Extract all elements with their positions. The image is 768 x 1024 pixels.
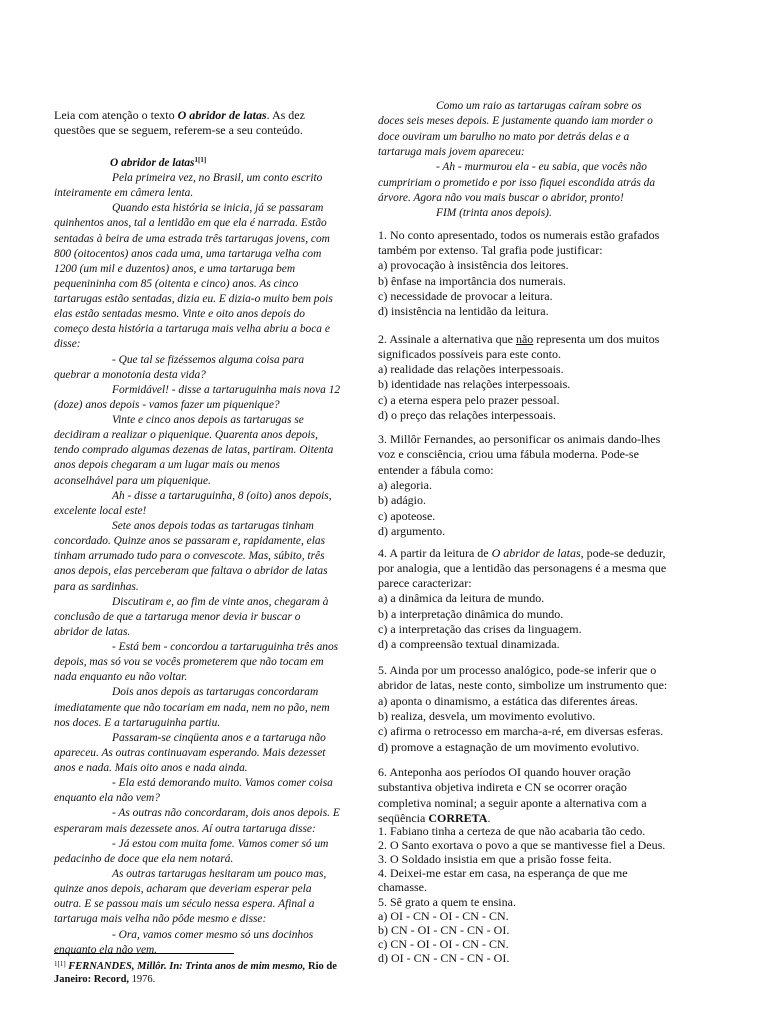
question-2-line: a) realidade das relações interpessoais. [378,362,564,377]
story-line: conclusão de que a tartaruga menor devia ir buscar o [54,610,301,623]
question-6-line: 4. Deixei-me estar em casa, na esperança de que me [378,866,628,881]
story-line: (doze) anos depois - vamos fazer um piquenique? [54,398,280,411]
story-line: - Ora, vamos comer mesmo só uns docinhos [112,928,314,941]
question-6-line: substantiva objetiva indireta e CN se ocorrer oração [378,780,627,795]
question-5-line: d) promove a estagnação de um movimento evolutivo. [378,739,640,754]
question-1-line: a) provocação à insistência dos leitores. [378,258,569,273]
question-1-line: também por extenso. Tal grafia pode justificar: [378,243,603,258]
question-2-line: significados possíveis para este conto. [378,347,561,361]
question-1-line: b) ênfase na importância dos numerais. [378,273,566,288]
continuation-line: doces seis meses depois. E justamente quando iam morder o [378,115,653,128]
story-line: Discutiram e, ao fim de vinte anos, chegaram à [112,595,329,608]
story-line: tartarugas estão sentadas, dizia eu. E dizia-o muito bem pois [54,293,333,306]
question-2-line: b) identidade nas relações interpessoais. [378,377,571,392]
story-line: - Que tal se fizéssemos alguma coisa para [112,353,305,366]
question-1-line: c) necessidade de provocar a leitura. [378,288,553,303]
question-6-line: 6. Anteponha aos períodos OI quando houver oração [378,765,631,779]
story-line: Pela primeira vez, no Brasil, um conto escrito [112,172,323,184]
story-line: - Está bem - concordou a tartaruguinha três anos [112,641,339,654]
story-line: elas estão sentadas mesmo. Vinte e oito anos depois do [54,308,305,321]
question-2-line: c) a eterna espera pelo prazer pessoal. [378,392,560,407]
question-6-line: 3. O Soldado insistia em que a prisão fosse feita. [378,852,612,867]
story-line: 1200 (um mil e duzentos) anos, e uma tartaruga bem [54,262,296,275]
story-line: pedacinho de doce que ela nem notará. [54,852,234,865]
question-3-line: d) argumento. [378,523,446,538]
question-3-line: 3. Millôr Fernandes, ao personificar os animais dando-lhes [378,432,661,446]
story-line: apareceu. As outras continuavam esperando. Mais dezesset [54,746,326,759]
continuation-line: árvore. Agora não vou mais buscar o abridor, pronto! [378,191,624,204]
story-line: anos depois chegaram a um lugar mais ou menos [54,459,280,472]
story-line: - As outras não concordaram, dois anos depois. E [112,807,340,820]
question-6-line: 2. O Santo exortava o povo a que se mantivesse fiel a Deus. [378,838,666,853]
question-2-line: 2. Assinale a alternativa que não representa um dos muitos [378,332,660,346]
story-line: As outras tartarugas hesitaram um pouco mas, [112,867,327,880]
story-line: tendo comprado algumas dezenas de latas, partiram. Oitenta [54,444,334,457]
story-line: excelente local este! [54,504,147,517]
question-6-line: b) CN - OI - CN - CN - OI. [378,922,510,937]
question-6-line: completiva nominal; a seguir aponte a alternativa com a [378,795,647,810]
story-line: quinze anos depois, acharam que deveriam esperar pela [54,883,312,896]
footnote: $^{1[1]}$ FERNANDES, Millôr. In: Trinta anos de mim mesmo, Rio de Janeiro: Record, 1976. [54,960,337,985]
continuation-line: cumpririam o prometido e por isso fiquei escondida atrás da [378,176,656,189]
story-line: Passaram-se cinqüenta anos e a tartaruga não [112,731,326,744]
story-line: tartaruga mais velha não pôde mesmo e disse: [54,913,267,926]
story-line: Dois anos depois as tartarugas concordaram [112,686,319,699]
question-6-line: 1. Fabiano tinha a certeza de que não acabaria tão cedo. [378,824,646,838]
story-line: enquanto ela não vem? [54,792,160,805]
continuation-line: FIM (trinta anos depois). [436,207,552,220]
story-line: esperaram mais dezessete anos. Aí outra tartaruga disse: [54,822,316,835]
story-line: disse: [54,338,81,351]
story-line: imediatamente que não tocariam em nada, nem no pão, nem [54,701,330,714]
intro-story-title: O abridor de latas [177,108,267,122]
story-line: decidiram a realizar o piquenique. Quarenta anos depois, [54,429,318,442]
question-3-line: c) apoteose. [378,508,436,523]
story-line: 800 (oitocentos) anos cada uma, uma tartaruga velha com [54,247,322,260]
story-line: nada enquanto eu não voltar. [54,671,188,684]
story-line: quebrar a monotonia desta vida? [54,368,206,381]
question-4-line: 4. A partir da leitura de O abridor de latas, pode-se deduzir, [378,546,666,560]
story-line: inteiramente em câmera lenta. [54,187,194,200]
story-line: anos depois, elas perceberam que faltava o abridor de latas [54,565,328,578]
story-line: anos e nada. Mais oito anos e nada ainda. [54,762,248,775]
question-4-line: b) a interpretação dinâmica do mundo. [378,606,564,621]
footnote-divider [54,953,234,954]
story-line: concordado. Quinze anos se passaram e, rapidamente, elas [54,535,326,548]
question-3-line: a) alegoria. [378,477,432,492]
question-6-line: chamasse. [378,880,427,895]
story-line: começo desta história a tartaruga mais velha abriu a boca e [54,323,330,336]
story-line: tinham arrumado tudo para o convescote. Mas, súbito, três [54,550,325,563]
story-line: outra. E se passou mais um século nessa espera. Afinal a [54,898,315,911]
question-2-line: d) o preço das relações interpessoais. [378,407,556,422]
story-line: Quando esta história se inicia, já se passaram [112,202,324,215]
question-1-line: d) insistência na lentidão da leitura. [378,304,549,318]
question-3-line: voz e consciência, criou uma fábula moderna. Pode-se [378,447,639,462]
question-6-line: d) OI - CN - CN - CN - OI. [378,950,510,965]
question-3-line: entender a fábula como: [378,462,494,477]
question-6-line: 5. Sê grato a quem te ensina. [378,894,516,909]
footnote-ref: 1[1] [194,156,207,164]
story-line: aconselhável para um piquenique. [54,474,211,487]
continuation-line: tartaruga mais jovem apareceu: [378,145,525,158]
question-4-line: por analogia, que a lentidão das personagens é a mesma que [378,561,667,575]
continuation-line: Como um raio as tartarugas caíram sobre os [436,100,642,112]
story-line: Formidável! - disse a tartaruguinha mais nova 12 [112,383,341,396]
story-line: Sete anos depois todas as tartarugas tinham [112,519,314,532]
story-line: abridor de latas. [54,625,131,638]
story-line: nos doces. E a tartaruguinha partiu. [54,716,221,729]
story-heading: O abridor de latas$^{1[1]}$ [110,156,207,169]
question-5-line: c) afirma o retrocesso em marcha-a-ré, em diversas esferas. [378,724,664,739]
question-4-line: a) a dinâmica da leitura de mundo. [378,591,545,606]
question-1-line: 1. No conto apresentado, todos os numerais estão grafados [378,228,660,242]
story-line: quinhentos anos, tal a lentidão em que ela é narrada. Estão [54,217,327,230]
story-line: depois, mas só vou se vocês prometerem que não tocam em [54,656,324,669]
question-5-line: a) aponta o dinamismo, a estática das diferentes áreas. [378,693,638,708]
story-line: - Já estou com muita fome. Vamos comer só um [112,837,329,850]
story-line: pequenininha com 85 (oitenta e cinco) anos. As cinco [54,277,299,290]
intro-line-1: Leia com atenção o texto O abridor de latas. As dez [54,108,305,122]
story-line: Ah - disse a tartaruguinha, 8 (oito) anos depois, [112,489,332,502]
question-4-line: c) a interpretação das crises da linguagem. [378,621,582,636]
story-line: para as sardinhas. [54,580,139,593]
continuation-line: doce ouviram um barulho no mato por detrás delas e a [378,130,630,143]
question-6-line: seqüência CORRETA. [378,811,491,825]
question-4-line: parece caracterizar: [378,576,472,591]
story-line: sentadas à beira de uma estrada três tartarugas jovens, com [54,232,330,245]
story-line: - Ela está demorando muito. Vamos comer coisa [112,777,333,790]
question-6-line: c) CN - OI - OI - CN - CN. [378,936,509,951]
story-line: enquanto ela não vem. [54,943,158,956]
intro-line-2: questões que se seguem, referem-se a seu conteúdo. [54,123,303,137]
question-5-line: 5. Ainda por um processo analógico, pode-se inferir que o [378,663,657,677]
question-3-line: b) adágio. [378,493,426,508]
question-5-line: abridor de latas, neste conto, simbolize um instrumento que: [378,678,668,693]
story-line: Vinte e cinco anos depois as tartarugas se [112,414,304,427]
question-4-line: d) a compreensão textual dinamizada. [378,637,560,651]
question-5-line: b) realiza, desvela, um movimento evolutivo. [378,708,596,723]
continuation-line: - Ah - murmurou ela - eu sabia, que vocês não [436,161,648,174]
question-6-line: a) OI - CN - OI - CN - CN. [378,908,509,923]
